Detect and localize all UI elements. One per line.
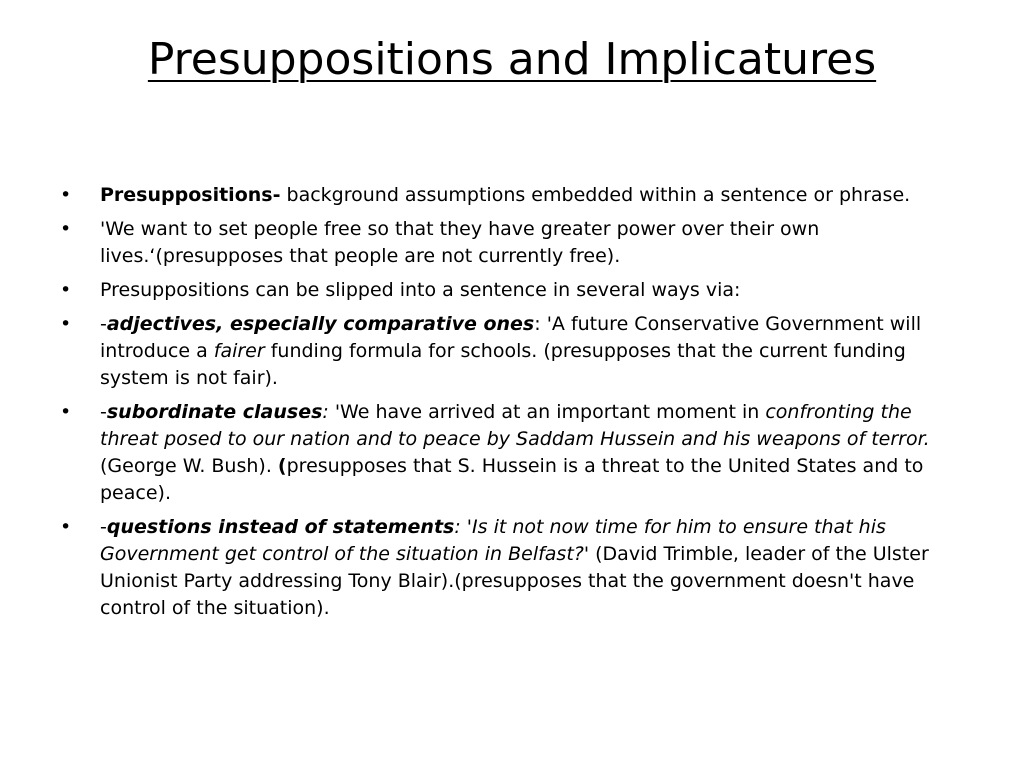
bullet-list — [58, 182, 970, 629]
bullet-text: (George W. Bush). — [100, 455, 278, 477]
bullet-marker: • — [60, 184, 72, 206]
bullet-text: background assumptions embedded within a sentence or phrase. — [280, 184, 911, 206]
bullet-text: 'We have arrived at an important moment in — [328, 401, 766, 423]
bullet-item — [58, 311, 970, 392]
bullet-text: presupposes that S. Hussein is a threat to the United States and to peace). — [100, 455, 924, 504]
bullet-marker: • — [60, 218, 72, 240]
bullet-marker: • — [60, 313, 72, 335]
term-adjectives: adjectives, especially comparative ones — [106, 313, 535, 335]
bullet-item — [58, 399, 970, 507]
bullet-item — [58, 277, 970, 304]
italic-quote: confronting the threat posed to our nation and to peace by Saddam Hussein and his weapons of terror. — [100, 401, 930, 450]
dash: - — [100, 313, 107, 335]
bullet-marker: • — [60, 401, 72, 423]
bullet-item — [58, 514, 970, 622]
dash: - — [100, 401, 107, 423]
dash: - — [100, 516, 107, 538]
bold-paren: ( — [277, 455, 287, 477]
term-questions: questions instead of statements — [106, 516, 455, 538]
bullet-marker: • — [60, 516, 72, 538]
slide-title: Presuppositions and Implicatures — [147, 34, 877, 85]
italic-colon: : — [322, 401, 329, 423]
bullet-text: (David Trimble, leader of the Ulster Unionist Party addressing Tony Blair).(presupposes that the government doesn't have control of the situation). — [100, 543, 929, 619]
term-presuppositions: Presuppositions- — [100, 184, 281, 206]
bullet-marker: • — [60, 279, 72, 301]
term-subordinate-clauses: subordinate clauses — [106, 401, 323, 423]
emphasis-fairer: fairer — [213, 340, 265, 362]
bullet-text: funding formula for schools. (presupposes that the current funding system is not fair). — [100, 340, 906, 389]
bullet-item — [58, 216, 970, 270]
bullet-item — [58, 182, 970, 209]
bullet-text: 'We want to set people free so that they have greater power over their own lives.‘(presupposes that people are not currently free). — [100, 218, 820, 267]
italic-quote: : 'Is it not now time for him to ensure that his Government get control of the situation in Belfast?' — [100, 516, 886, 565]
bullet-text: : 'A future Conservative Government will introduce a — [100, 313, 922, 362]
bullet-text: Presuppositions can be slipped into a sentence in several ways via: — [100, 279, 741, 301]
